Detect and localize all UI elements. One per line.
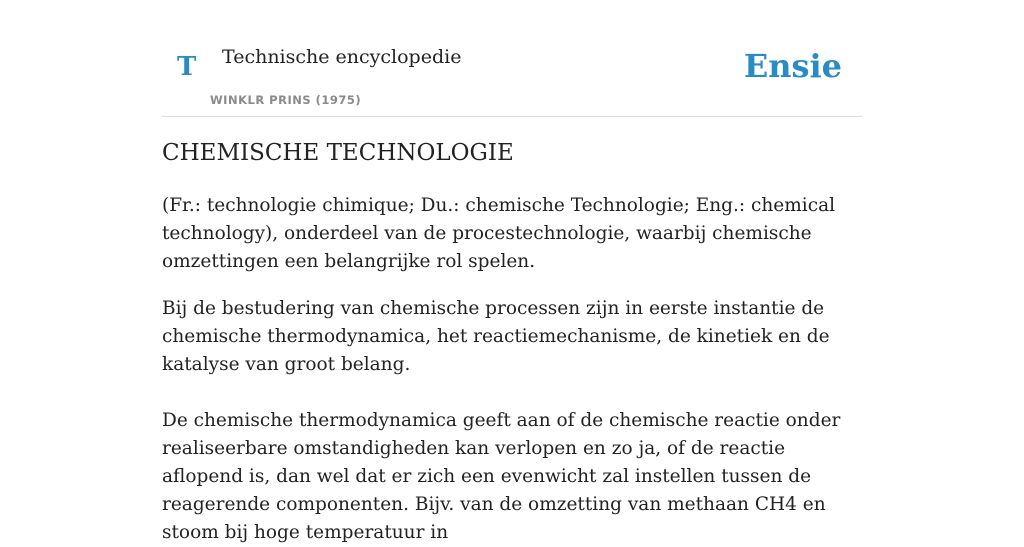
article-paragraph: Bij de bestudering van chemische processen zijn in eerste instantie de chemische thermodynamica, het reactiemechanisme, de kinetiek en de katalyse van groot belang. (162, 298, 830, 375)
page-container (162, 0, 862, 543)
site-header (162, 0, 862, 117)
article-paragraph: De chemische thermodynamica geeft aan of de chemische reactie onder realiseerbare omstandigheden kan verlopen en zo ja, of de reactie aflopend is, dan wel dat er zich een evenwicht zal instellen tussen de reagerende componenten. Bijv. van de omzetting van methaan CH4 en stoom bij hoge temperatuur in (162, 410, 841, 543)
site-subtitle: WINKLR PRINS (1975) (210, 93, 362, 107)
article-paragraph: (Fr.: technologie chimique; Du.: chemische Technologie; Eng.: chemical technology), onderdeel van de procestechnologie, waarbij chemische omzettingen een belangrijke rol spelen. (162, 195, 836, 272)
article-title: CHEMISCHE TECHNOLOGIE (162, 140, 514, 166)
site-title[interactable]: Technische encyclopedie (222, 46, 462, 68)
site-logo-icon[interactable]: T (177, 52, 197, 82)
brand-logo-link[interactable]: Ensie (743, 47, 842, 85)
